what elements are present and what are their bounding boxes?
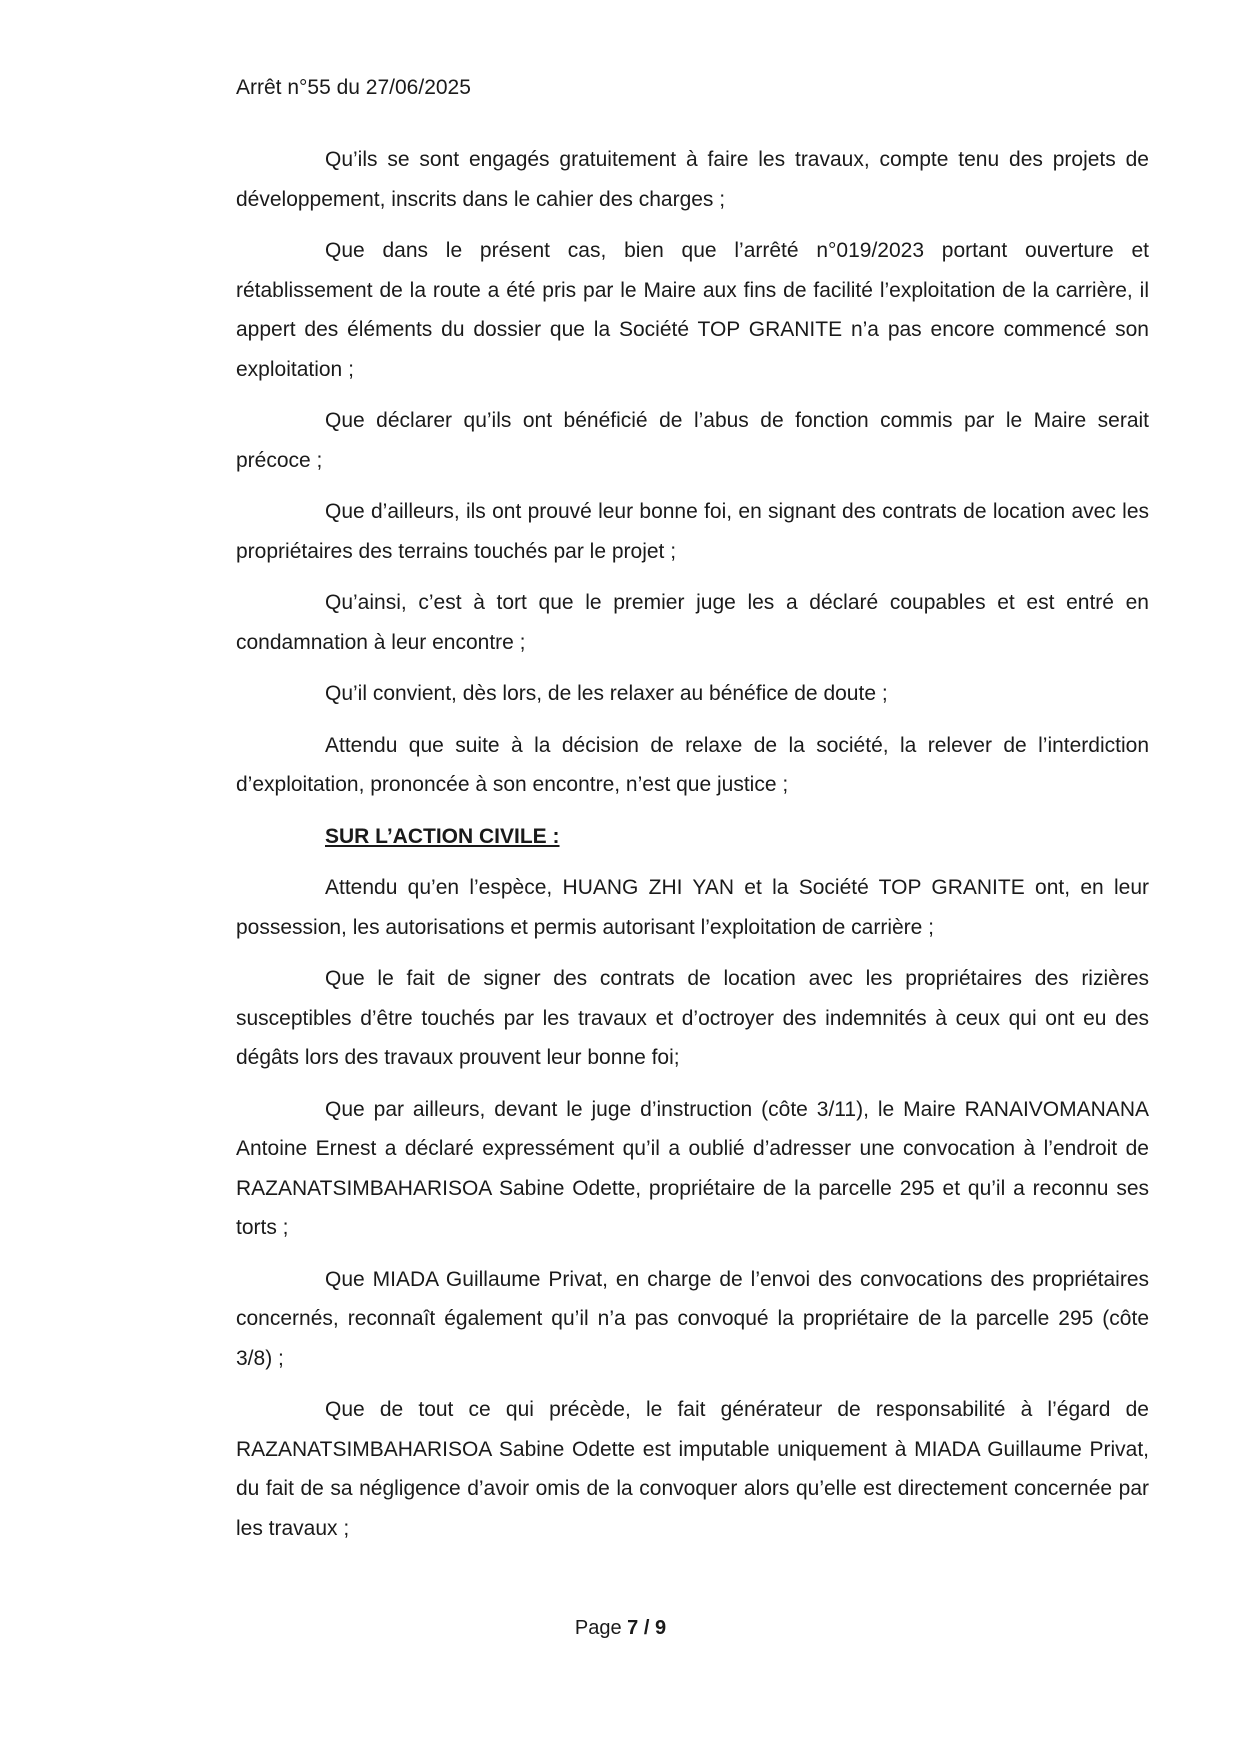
paragraph: Attendu que suite à la décision de relaxe de la société, la relever de l’interdiction d’exploitation, prononcée à son encontre, n’est que justice ;: [236, 733, 1149, 796]
paragraph: Qu’il convient, dès lors, de les relaxer au bénéfice de doute ;: [325, 682, 888, 705]
section-heading-civil-action: SUR L’ACTION CIVILE :: [325, 824, 560, 848]
document-body: [236, 140, 1149, 1560]
page-total-number: 9: [654, 1617, 667, 1639]
page-header-title: Arrêt n°55 du 27/06/2025: [236, 76, 471, 99]
page-label: Page: [574, 1617, 622, 1639]
paragraph: Que de tout ce qui précède, le fait générateur de responsabilité à l’égard de RAZANATSIMBAHARISOA Sabine Odette est imputable uniquement à MIADA Guillaume Privat, du fait de sa négligence d’avoir omis de la convoquer alors qu’elle est directement concernée par les travaux ;: [236, 1398, 1149, 1540]
paragraph: Qu’ils se sont engagés gratuitement à faire les travaux, compte tenu des projets de développement, inscrits dans le cahier des charges ;: [236, 148, 1149, 211]
paragraph: Qu’ainsi, c’est à tort que le premier juge les a déclaré coupables et est entré en condamnation à leur encontre ;: [236, 591, 1149, 654]
paragraph: Que par ailleurs, devant le juge d’instruction (côte 3/11), le Maire RANAIVOMANANA Antoine Ernest a déclaré expressément qu’il a oublié d’adresser une convocation à l’endroit de RAZANATSIMBAHARISOA Sabine Odette, propriétaire de la parcelle 295 et qu’il a reconnu ses torts ;: [236, 1097, 1149, 1239]
paragraph: Que MIADA Guillaume Privat, en charge de l’envoi des convocations des propriétaires concernés, reconnaît également qu’il n’a pas convoqué la propriétaire de la parcelle 295 (côte 3/8) ;: [236, 1267, 1149, 1370]
page-separator: /: [643, 1617, 650, 1639]
paragraph: Attendu qu’en l’espèce, HUANG ZHI YAN et la Société TOP GRANITE ont, en leur possession, les autorisations et permis autorisant l’exploitation de carrière ;: [236, 876, 1149, 939]
paragraph: Que déclarer qu’ils ont bénéficié de l’abus de fonction commis par le Maire serait précoce ;: [236, 409, 1149, 472]
page-current-number: 7: [627, 1617, 639, 1639]
paragraph: Que d’ailleurs, ils ont prouvé leur bonne foi, en signant des contrats de location avec les propriétaires des terrains touchés par le projet ;: [236, 500, 1149, 563]
paragraph: Que le fait de signer des contrats de location avec les propriétaires des rizières susceptibles d’être touchés par les travaux et d’octroyer des indemnités à ceux qui ont eu des dégâts lors des travaux prouvent leur bonne foi;: [236, 967, 1149, 1069]
page-footer: [0, 1614, 1241, 1642]
paragraph: Que dans le présent cas, bien que l’arrêté n°019/2023 portant ouverture et rétablissement de la route a été pris par le Maire aux fins de facilité l’exploitation de la carrière, il appert des éléments du dossier que la Société TOP GRANITE n’a pas encore commencé son exploitation ;: [236, 239, 1149, 381]
